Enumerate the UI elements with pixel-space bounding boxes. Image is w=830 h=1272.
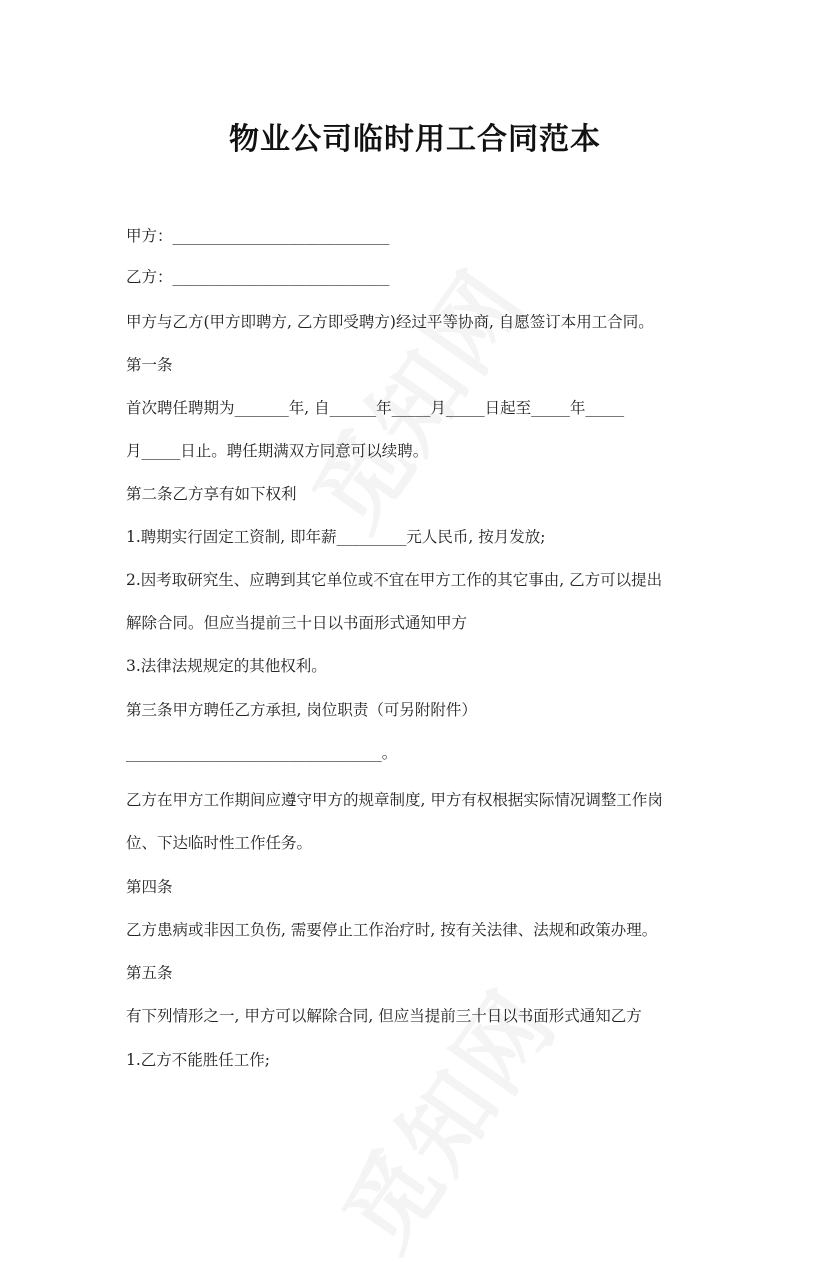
paragraph-line: 解除合同。但应当提前三十日以书面形式通知甲方 (126, 614, 468, 632)
party-a-line: 甲方：____________________________ (126, 227, 390, 245)
paragraph-line: 月_____日止。聘任期满双方同意可以续聘。 (126, 442, 429, 460)
document-title: 物业公司临时用工合同范本 (229, 122, 601, 157)
paragraph-line: 有下列情形之一, 甲方可以解除合同, 但应当提前三十日以书面形式通知乙方 (126, 1007, 642, 1025)
list-item: 1.乙方不能胜任工作; (126, 1051, 271, 1069)
list-item: 1.聘期实行固定工资制, 即年薪_________元人民币, 按月发放; (126, 528, 546, 546)
paragraph-line: 乙方在甲方工作期间应遵守甲方的规章制度, 甲方有权根据实际情况调整工作岗 (126, 791, 663, 809)
article-heading: 第三条甲方聘任乙方承担, 岗位职责（可另附附件） (126, 701, 477, 719)
party-b-line: 乙方：____________________________ (126, 268, 390, 286)
article-heading: 第四条 (126, 878, 173, 896)
paragraph-line: 位、下达临时性工作任务。 (126, 834, 313, 852)
intro-paragraph: 甲方与乙方(甲方即聘方, 乙方即受聘方)经过平等协商, 自愿签订本用工合同。 (126, 313, 654, 331)
paragraph-line: 乙方患病或非因工负伤, 需要停止工作治疗时, 按有关法律、法规和政策办理。 (126, 921, 658, 939)
list-item: 3.法律法规规定的其他权利。 (126, 657, 327, 675)
paragraph-line: 首次聘任聘期为_______年, 自______年_____月_____日起至_____年_____ (126, 399, 625, 417)
list-item: 2.因考取研究生、应聘到其它单位或不宜在甲方工作的其它事由, 乙方可以提出 (126, 571, 663, 589)
article-heading: 第二条乙方享有如下权利 (126, 485, 297, 503)
article-heading: 第一条 (126, 356, 173, 374)
article-heading: 第五条 (126, 964, 173, 982)
blank-line: _________________________________。 (126, 744, 398, 762)
